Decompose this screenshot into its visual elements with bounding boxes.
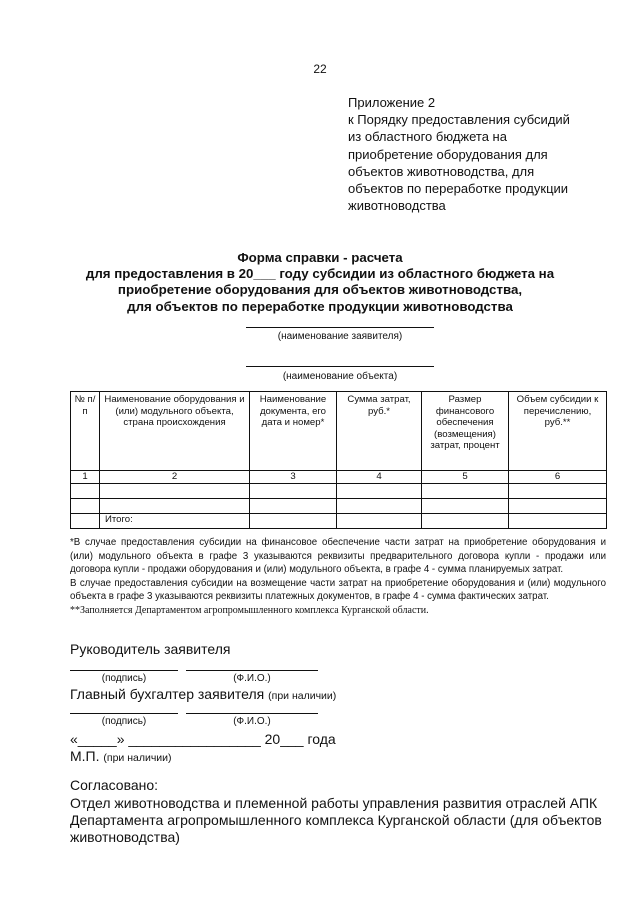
table-cell[interactable] [250, 498, 337, 513]
accountant-signature-caption: (подпись) [101, 716, 147, 727]
table-cell[interactable] [337, 483, 422, 498]
header-rate: Размер финансового обеспечения (возмещения) затрат, процент [422, 392, 509, 471]
header-cost: Сумма затрат, руб.* [337, 392, 422, 471]
head-fio-caption: (Ф.И.О.) [233, 673, 271, 684]
appendix-line: объектов по переработке продукции [348, 181, 569, 197]
page-number: 22 [313, 62, 327, 76]
table-cell[interactable] [422, 513, 509, 528]
table-cell[interactable] [337, 513, 422, 528]
table-cell[interactable] [422, 483, 509, 498]
applicant-name-line [246, 327, 434, 328]
table-cell[interactable] [337, 498, 422, 513]
column-number: 3 [250, 471, 337, 484]
header-number: № п/п [71, 392, 100, 471]
column-number: 5 [422, 471, 509, 484]
head-signature-caption: (подпись) [101, 673, 147, 684]
calculation-table [70, 391, 607, 529]
appendix-line: животноводства [348, 198, 446, 214]
form-title [0, 250, 640, 315]
table-cell[interactable] [71, 498, 100, 513]
object-name-line [246, 366, 434, 367]
head-title: Руководитель заявителя [70, 641, 231, 657]
table-cell[interactable] [509, 513, 607, 528]
stamp-note: (при наличии) [103, 752, 172, 764]
appendix-line: к Порядку предоставления субсидий [348, 112, 570, 128]
head-fio-line[interactable] [186, 670, 318, 671]
footnote-1: *В случае предоставления субсидии на финансовое обеспечение части затрат на приобретение оборудования и (или) модульного объекта в графе 3 указываются реквизиты предварительного договора купли - продажи или договора купли - продажи оборудования и (или) модульного объекта, в графе 4 - сумма планируемых затрат. [70, 537, 606, 575]
column-number-row [71, 471, 607, 484]
accountant-fio-caption: (Ф.И.О.) [233, 716, 271, 727]
date-line[interactable]: «_____» _________________ 20___ года [70, 731, 336, 747]
form-title-line: Форма справки - расчета [237, 250, 403, 265]
header-document: Наименование документа, его дата и номер* [250, 392, 337, 471]
appendix-line: Приложение 2 [348, 95, 436, 110]
table-row [71, 483, 607, 498]
accountant-title [70, 686, 336, 702]
appendix-line: из областного бюджета на [348, 129, 507, 145]
appendix-line: объектов животноводства, для [348, 163, 535, 179]
applicant-caption: (наименование заявителя) [277, 331, 403, 342]
accountant-signature-line[interactable] [70, 713, 178, 714]
table-cell [71, 513, 100, 528]
table-cell[interactable] [100, 498, 250, 513]
total-label: Итого: [100, 513, 250, 528]
object-caption: (наименование объекта) [282, 371, 398, 382]
table-cell[interactable] [250, 483, 337, 498]
header-equipment: Наименование оборудования и (или) модульного объекта, страна происхождения [100, 392, 250, 471]
table-cell[interactable] [422, 498, 509, 513]
table-cell[interactable] [509, 498, 607, 513]
appendix-header [348, 94, 628, 214]
agreed-text: Отдел животноводства и племенной работы управления развития отраслей АПК Департамента агропромышленного комплекса Курганской области (для объектов животноводства) [70, 795, 602, 845]
table-cell[interactable] [71, 483, 100, 498]
stamp-label [70, 748, 172, 764]
table-cell[interactable] [100, 483, 250, 498]
table-header-row [71, 392, 607, 471]
accountant-title-text: Главный бухгалтер заявителя [70, 686, 265, 702]
form-title-line: для предоставления в 20___ году субсидии из областного бюджета на [85, 266, 555, 282]
footnotes [70, 536, 606, 617]
head-signature-line[interactable] [70, 670, 178, 671]
column-number: 6 [509, 471, 607, 484]
table-cell[interactable] [250, 513, 337, 528]
total-row [71, 513, 607, 528]
agreed-label: Согласовано: [70, 777, 159, 793]
form-title-line: приобретение оборудования для объектов животноводства, [117, 282, 523, 298]
table-row [71, 498, 607, 513]
table-cell[interactable] [509, 483, 607, 498]
footnote-2: В случае предоставления субсидии на возмещение части затрат на приобретение оборудования и (или) модульного объекта в графе 3 указываются реквизиты платежных документов, в графе 4 - сумма фактических затрат. [70, 577, 606, 602]
column-number: 1 [71, 471, 100, 484]
footnote-3: **Заполняется Департаментом агропромышленного комплекса Курганской области. [70, 604, 429, 616]
accountant-note: (при наличии) [268, 690, 337, 702]
accountant-fio-line[interactable] [186, 713, 318, 714]
appendix-line: приобретение оборудования для [348, 146, 548, 162]
stamp-label-text: М.П. [70, 748, 100, 764]
column-number: 4 [337, 471, 422, 484]
column-number: 2 [100, 471, 250, 484]
form-title-line: для объектов по переработке продукции животноводства [127, 298, 513, 314]
header-subsidy: Объем субсидии к перечислению, руб.** [509, 392, 607, 471]
